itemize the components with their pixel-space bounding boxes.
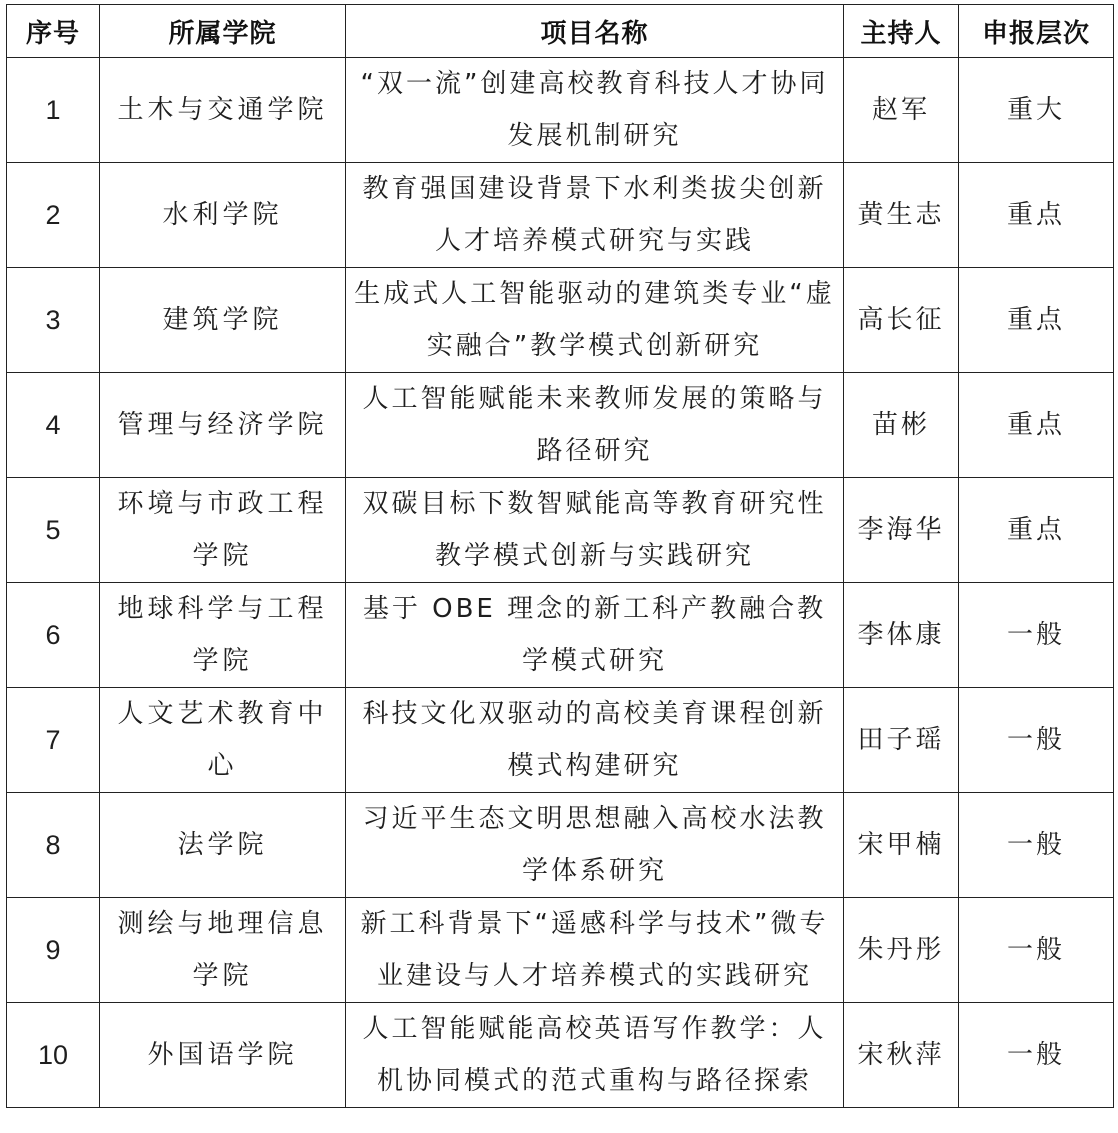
row-no: 3 [7, 268, 100, 373]
header-title: 项目名称 [346, 5, 844, 58]
row-no: 2 [7, 163, 100, 268]
row-no: 9 [7, 898, 100, 1003]
row-no: 10 [7, 1003, 100, 1108]
table-row [7, 373, 1114, 478]
row-leader: 宋秋萍 [844, 1003, 959, 1108]
row-level: 一般 [959, 793, 1114, 898]
table-row [7, 793, 1114, 898]
table-row [7, 478, 1114, 583]
title-text: “双一流”创建高校教育科技人才协同发展机制研究 [360, 69, 829, 151]
row-level: 重点 [959, 478, 1114, 583]
row-college [100, 478, 346, 583]
row-title [346, 1003, 844, 1108]
row-college [100, 1003, 346, 1108]
college-text: 建筑学院 [162, 305, 283, 335]
row-title [346, 373, 844, 478]
row-college [100, 688, 346, 793]
row-leader: 苗彬 [844, 373, 959, 478]
title-text: 生成式人工智能驱动的建筑类专业“虚实融合”教学模式创新研究 [354, 279, 835, 361]
table-row [7, 1003, 1114, 1108]
title-text: 科技文化双驱动的高校美育课程创新模式构建研究 [362, 699, 827, 781]
row-title [346, 163, 844, 268]
table-row [7, 58, 1114, 163]
header-college: 所属学院 [100, 5, 346, 58]
row-leader: 李海华 [844, 478, 959, 583]
row-level: 重点 [959, 268, 1114, 373]
title-text: 基于 OBE 理念的新工科产教融合教学模式研究 [362, 594, 827, 676]
row-level: 一般 [959, 688, 1114, 793]
college-text: 环境与市政工程学院 [117, 489, 328, 571]
row-college [100, 58, 346, 163]
row-title [346, 688, 844, 793]
table-row [7, 268, 1114, 373]
college-text: 法学院 [177, 830, 268, 860]
title-text: 教育强国建设背景下水利类拔尖创新人才培养模式研究与实践 [362, 174, 827, 256]
row-title [346, 583, 844, 688]
row-title [346, 268, 844, 373]
row-level: 一般 [959, 583, 1114, 688]
row-no: 4 [7, 373, 100, 478]
row-level: 一般 [959, 898, 1114, 1003]
college-text: 人文艺术教育中心 [117, 699, 328, 781]
row-college [100, 793, 346, 898]
row-title [346, 898, 844, 1003]
header-leader: 主持人 [844, 5, 959, 58]
row-no: 7 [7, 688, 100, 793]
row-no: 6 [7, 583, 100, 688]
row-college [100, 268, 346, 373]
college-text: 土木与交通学院 [117, 95, 328, 125]
row-college [100, 163, 346, 268]
row-level: 重点 [959, 373, 1114, 478]
row-college [100, 898, 346, 1003]
title-text: 人工智能赋能高校英语写作教学：人机协同模式的范式重构与路径探索 [362, 1014, 827, 1096]
row-level: 重大 [959, 58, 1114, 163]
row-no: 1 [7, 58, 100, 163]
row-no: 5 [7, 478, 100, 583]
row-leader: 高长征 [844, 268, 959, 373]
title-text: 双碳目标下数智赋能高等教育研究性教学模式创新与实践研究 [362, 489, 827, 571]
row-title [346, 793, 844, 898]
college-text: 管理与经济学院 [117, 410, 328, 440]
row-leader: 李体康 [844, 583, 959, 688]
project-table-page [6, 4, 1114, 1108]
row-college [100, 373, 346, 478]
table-row [7, 163, 1114, 268]
table-row [7, 583, 1114, 688]
row-leader: 宋甲楠 [844, 793, 959, 898]
college-text: 地球科学与工程学院 [117, 594, 328, 676]
table-row [7, 688, 1114, 793]
college-text: 水利学院 [162, 200, 283, 230]
row-title [346, 58, 844, 163]
header-row [7, 5, 1114, 58]
row-leader: 田子瑶 [844, 688, 959, 793]
title-text: 人工智能赋能未来教师发展的策略与路径研究 [362, 384, 827, 466]
title-text: 新工科背景下“遥感科学与技术”微专业建设与人才培养模式的实践研究 [360, 909, 829, 991]
row-level: 重点 [959, 163, 1114, 268]
row-title [346, 478, 844, 583]
row-college [100, 583, 346, 688]
college-text: 外国语学院 [147, 1040, 298, 1070]
row-level: 一般 [959, 1003, 1114, 1108]
row-leader: 朱丹彤 [844, 898, 959, 1003]
project-table [6, 4, 1114, 1108]
table-row [7, 898, 1114, 1003]
row-leader: 黄生志 [844, 163, 959, 268]
header-no: 序号 [7, 5, 100, 58]
row-leader: 赵军 [844, 58, 959, 163]
row-no: 8 [7, 793, 100, 898]
college-text: 测绘与地理信息学院 [117, 909, 328, 991]
title-text: 习近平生态文明思想融入高校水法教学体系研究 [362, 804, 827, 886]
header-level: 申报层次 [959, 5, 1114, 58]
